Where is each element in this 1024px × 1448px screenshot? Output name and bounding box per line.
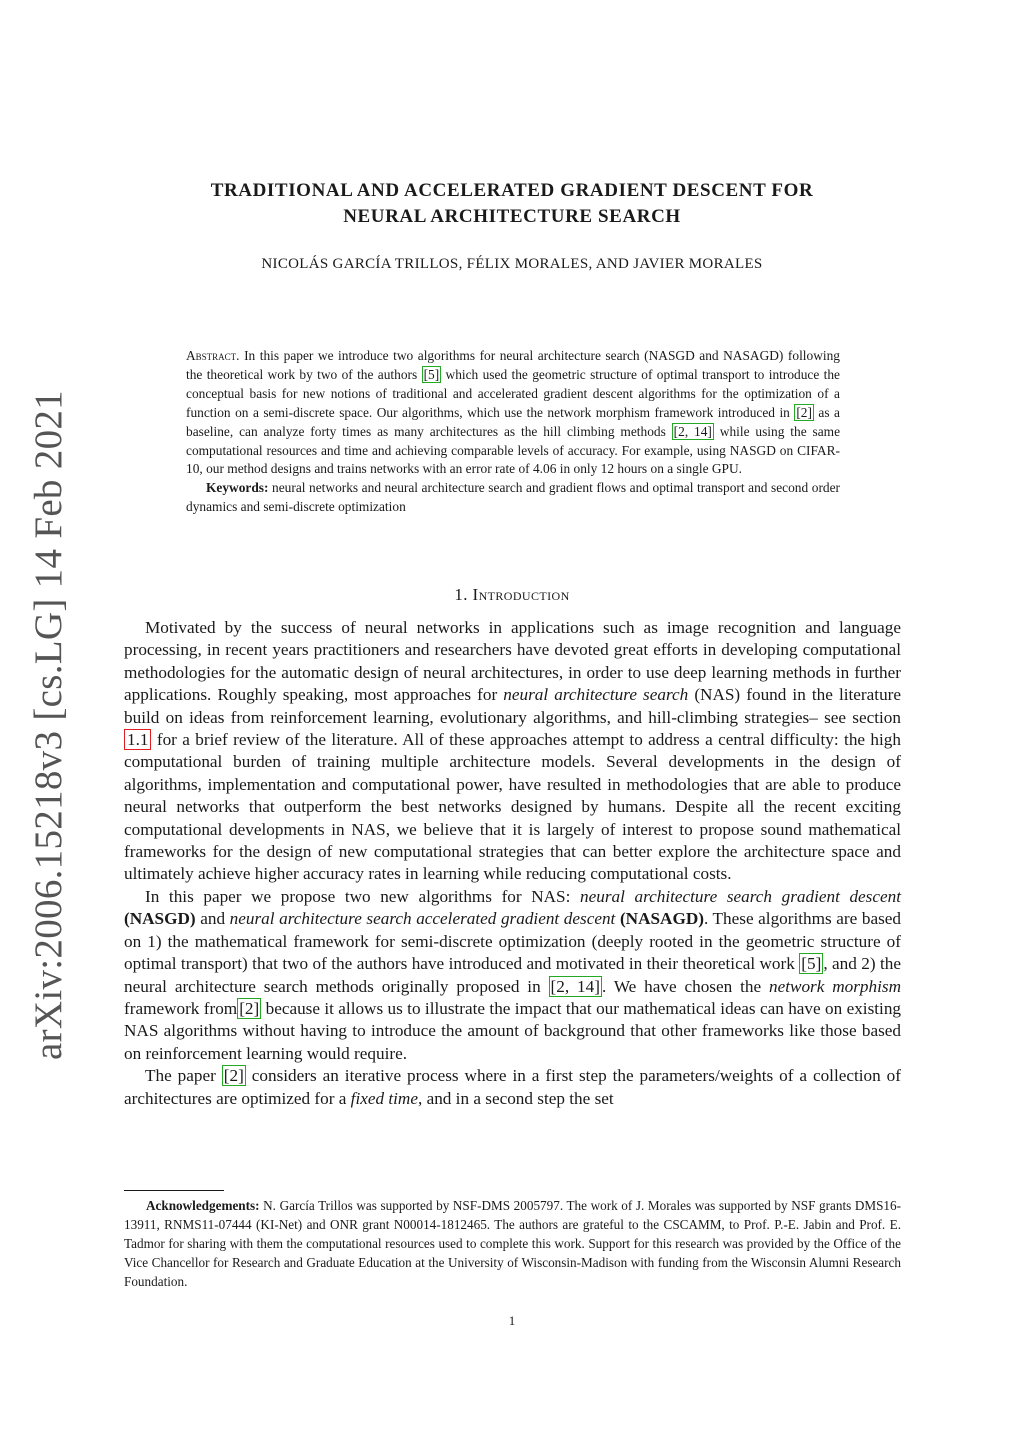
body-text: because it allows us to illustrate the impact that our mathematical ideas can have on existing NAS algorithms without having to introduce the amount of background that other frameworks like those based on reinforcement learning would require. [124,998,902,1063]
emphasis-text: neural architecture search [503,685,689,705]
abstract-label: Abstract. [186,348,240,363]
body-text: for a brief review of the literature. All of these approaches attempt to address a central difficulty: the high computational burden of training multiple architecture models. Several developments in the design of algorithms, implementation and computational power, have resulted in methodologies that are able to produce neural networks that outperform the best networks designed by humans. Despite all the recent exciting computational developments in NAS, we believe that it is largely of interest to propose sound mathematical frameworks for the design of new computational strategies that can better explore the architecture space and ultimately achieve higher accuracy rates in learning while reducing computational costs. [124,730,901,884]
body-paragraph-3 [124,1065,901,1110]
body-text: and [195,909,230,929]
bold-acronym: (NASGD) [124,909,196,929]
body-text: . These algorithms are based on 1) the mathematical framework for semi-discrete optimization (deeply rooted in the geometric structure of optimal transport) that two of the authors have introduced and motivated in their theoretical work [124,909,901,974]
bold-acronym: (NASAGD) [619,909,704,929]
citation-link[interactable]: [2] [239,998,260,1018]
keywords-paragraph [186,479,840,517]
arxiv-identifier-stamp: arXiv:2006.15218v3 [cs.LG] 14 Feb 2021 [27,390,70,1060]
body-text: framework from [124,998,238,1018]
abstract-text: which used the geometric structure of optimal transport to introduce the conceptual basis for new notions of traditional and accelerated gradient descent algorithms for the optimization of a function on a semi-discrete space. Our algorithms, which use the network morphism framework introduced in [186,366,840,420]
section-number: 1. [454,585,473,604]
page-number: 1 [508,1313,516,1328]
body-paragraph-1 [124,617,901,886]
footnote-text: N. García Trillos was supported by NSF-DMS 2005797. The work of J. Morales was supported by NSF grants DMS16-13911, RNMS11-07444 (KI-Net) and ONR grant N00014-1812465. The authors are grateful to the CSCAMM, to Prof. P.-E. Jabin and Prof. E. Tadmor for sharing with them the computational resources used to complete this work. Support for this research was provided by the Office of the Vice Chancellor for Research and Graduate Education at the University of Wisconsin-Madison with funding from the Wisconsin Alumni Research Foundation. [124,1198,901,1289]
emphasis-text: neural architecture search accelerated gradient descent [229,909,616,929]
body-paragraph-2 [124,886,901,1065]
body-text: , and 2) the neural architecture search methods originally proposed in [124,954,901,996]
abstract-text: In this paper we introduce two algorithms for neural architecture search (NASGD and NASAGD) following the theoretical work by two of the authors [186,348,840,382]
footnote-paragraph [124,1196,901,1291]
citation-link[interactable]: [5] [801,954,822,974]
body-text: In this paper we propose two new algorithms for NAS: [145,886,580,906]
keywords-label: Keywords: [206,480,269,496]
abstract [186,347,840,517]
section-heading-introduction [120,585,904,605]
footnote-label: Acknowledgements: [146,1198,260,1213]
body-text: Motivated by the success of neural networks in applications such as image recognition and language processing, in recent years practitioners and researchers have devoted great efforts in developing computational methodologies for the automatic design of neural architectures, in order to use deep learning methods in further applications. Roughly speaking, most approaches for [124,618,901,705]
citation-link[interactable]: [2, 14] [550,976,600,996]
introduction-body [124,617,901,1110]
abstract-text: as a baseline, can analyze forty times as many architectures as the hill climbing methods [186,404,840,439]
body-text: (NAS) found in the literature build on ideas from reinforcement learning, evolutionary algorithms, and hill-climbing strategies– see section [124,685,902,727]
abstract-paragraph [186,347,840,479]
body-text: considers an iterative process where in a first step the parameters/weights of a collection of architectures are optimized for a [124,1066,901,1108]
footnote-divider [124,1190,224,1191]
body-text: . We have chosen the [601,976,769,996]
citation-link[interactable]: [2] [223,1066,244,1086]
citation-link[interactable]: [2, 14] [673,423,712,439]
keywords-text: neural networks and neural architecture search and gradient flows and optimal transport and second order dynamics and semi-discrete optimization [186,480,840,515]
author-list: NICOLÁS GARCÍA TRILLOS, FÉLIX MORALES, AND JAVIER MORALES [261,256,763,272]
emphasis-text: neural architecture search gradient descent [580,886,901,906]
section-title: Introduction [472,585,570,604]
emphasis-text: network morphism [768,976,901,996]
title-line-2: NEURAL ARCHITECTURE SEARCH [343,206,681,227]
body-text: The paper [145,1066,222,1086]
paper-title [120,178,904,230]
acknowledgements-footnote [124,1196,901,1291]
title-line-1: TRADITIONAL AND ACCELERATED GRADIENT DESCENT FOR [210,180,814,201]
citation-link[interactable]: [2] [796,404,812,420]
body-text: , and in a second step the set [417,1088,614,1108]
abstract-text: while using the same computational resources and time and achieving comparable levels of accuracy. For example, using NASGD on CIFAR-10, our method designs and trains networks with an error rate of 4.06 in only 12 hours on a single GPU. [186,423,841,477]
emphasis-text: fixed time [350,1088,418,1108]
section-reference-link[interactable]: 1.1 [124,729,151,750]
citation-link[interactable]: [5] [423,366,440,382]
